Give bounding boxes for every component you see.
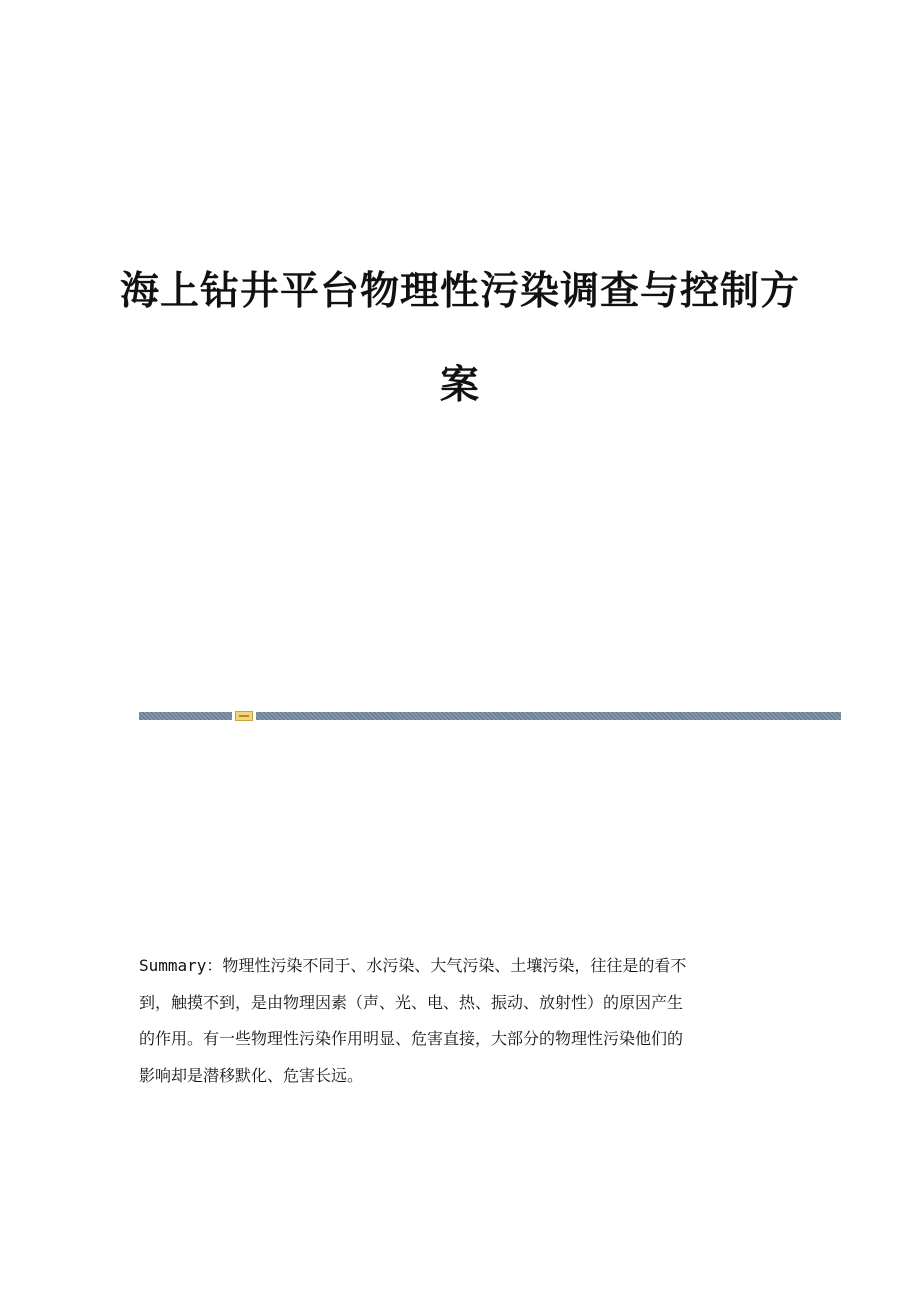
summary-line-2: 到，触摸不到，是由物理因素（声、光、电、热、振动、放射性）的原因产生 [139,992,684,1012]
summary-line-3: 的作用。有一些物理性污染作用明显、危害直接，大部分的物理性污染他们的 [139,1029,684,1048]
divider-bar-left [139,712,232,720]
summary-paragraph [139,948,779,1094]
divider-bar-right [256,712,841,720]
title-line-2: 案 [439,362,480,408]
divider-ornament-icon [235,711,253,721]
summary-line-1: Summary：物理性污染不同于、水污染、大气污染、土壤污染，往往是的看不 [139,956,687,975]
document-title [100,262,820,414]
summary-line-4: 影响却是潜移默化、危害长远。 [139,1065,364,1085]
title-line-1: 海上钻井平台物理性污染调查与控制方 [119,268,800,314]
decorative-divider [139,711,841,721]
